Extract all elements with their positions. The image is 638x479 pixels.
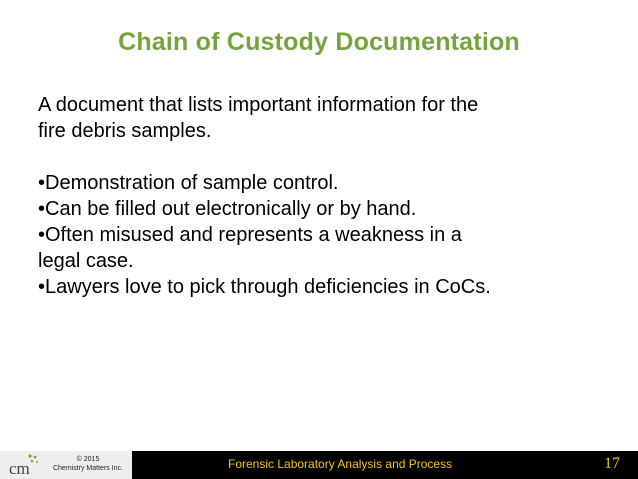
chemistry-matters-logo-icon — [6, 453, 46, 477]
bullet-item: •Lawyers love to pick through deficiencies in CoCs. — [38, 276, 491, 298]
slide-body — [38, 92, 618, 300]
copyright-notice — [44, 455, 132, 473]
footer-logo-area — [0, 451, 132, 479]
footer-bar — [0, 451, 638, 479]
intro-line: fire debris samples. — [38, 120, 212, 142]
bullet-item: •Demonstration of sample control. — [38, 172, 339, 194]
intro-line: A document that lists important information for the — [38, 94, 479, 116]
copyright-year: © 2015 — [76, 456, 100, 463]
slide-title: Chain of Custody Documentation — [118, 28, 520, 56]
slide-number: 17 — [604, 455, 620, 472]
footer-title: Forensic Laboratory Analysis and Process — [228, 457, 453, 471]
logo-text: cm — [9, 459, 30, 477]
bullet-item: •Can be filled out electronically or by hand. — [38, 198, 417, 220]
paragraph-spacer — [38, 144, 618, 170]
copyright-owner: Chemistry Matters Inc. — [52, 465, 123, 472]
bullet-item-continuation: legal case. — [38, 250, 134, 272]
bullet-item: •Often misused and represents a weakness in a — [38, 224, 462, 246]
